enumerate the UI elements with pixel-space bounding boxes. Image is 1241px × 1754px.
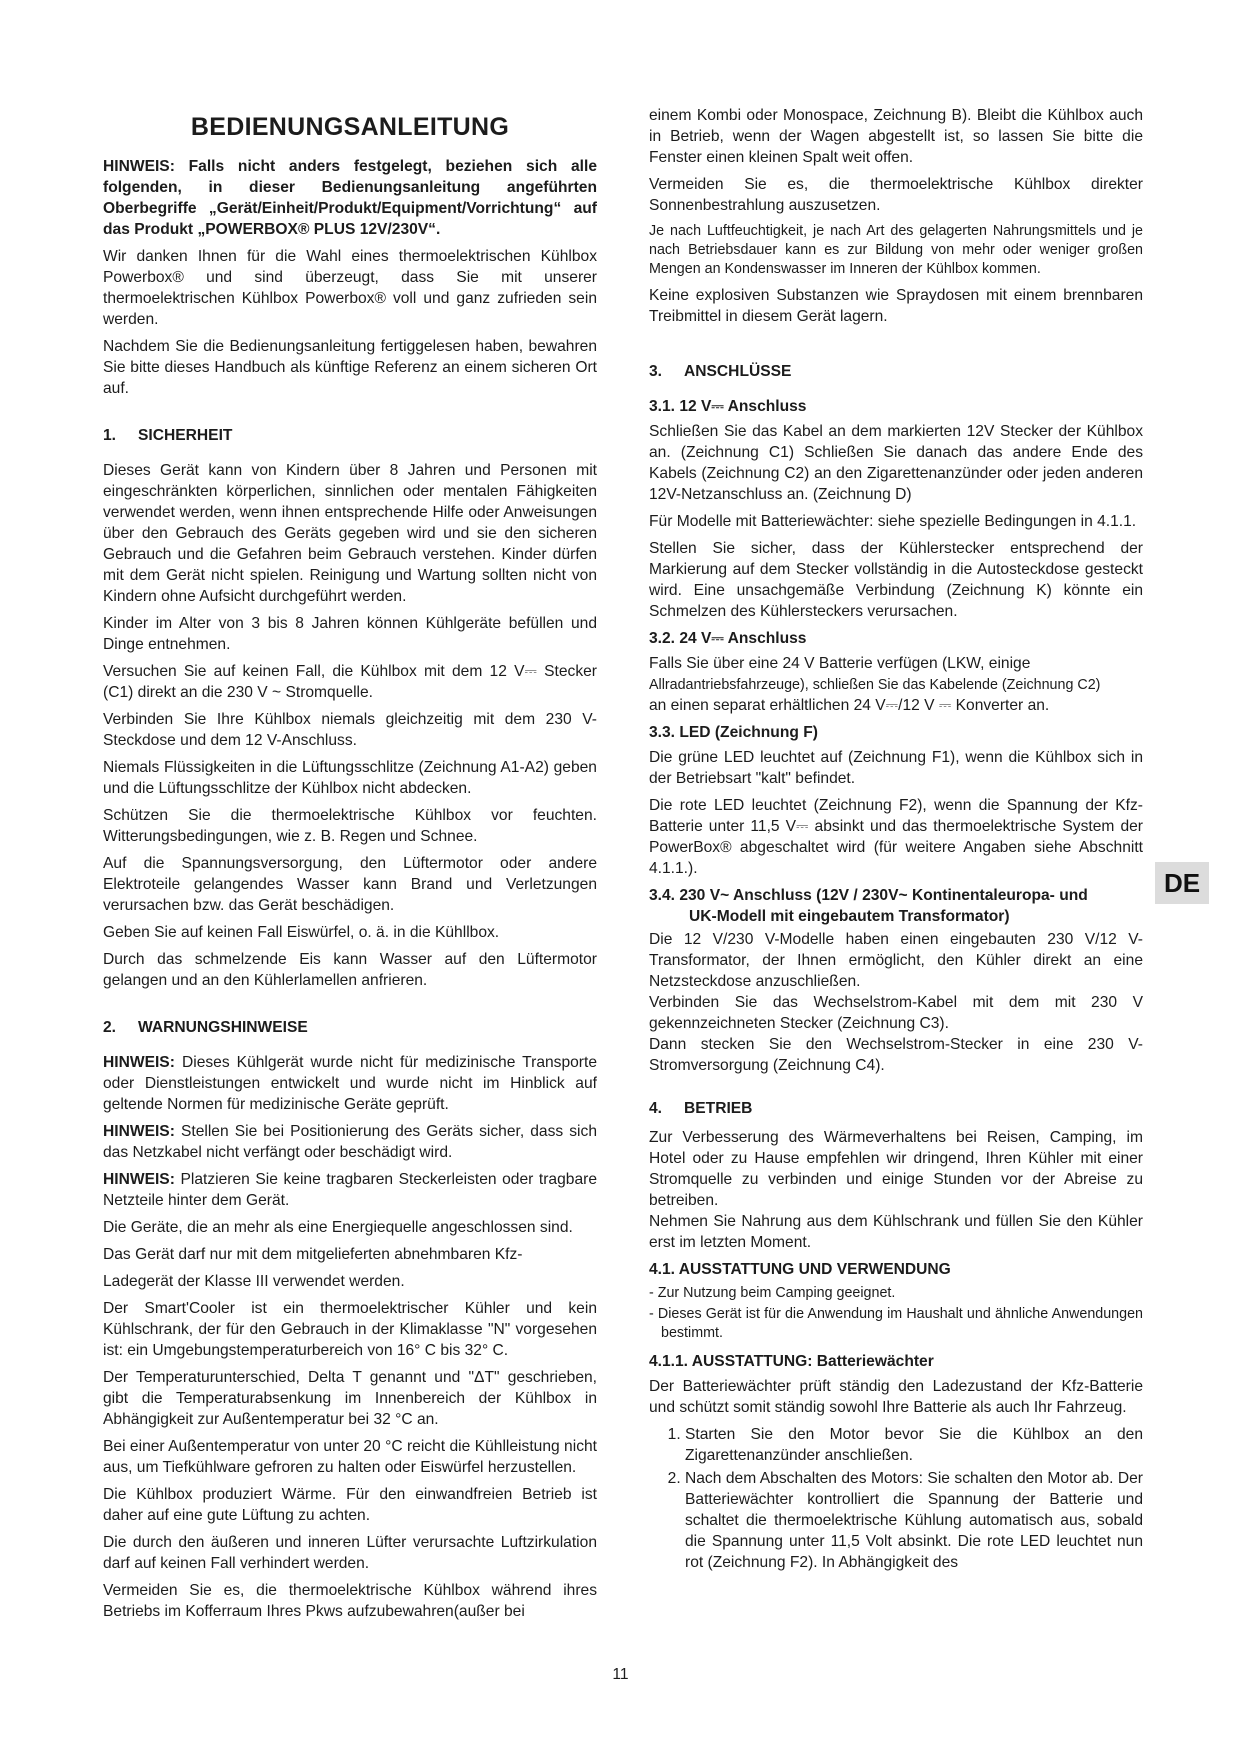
subsection-heading-24v: 3.2. 24 V⎓ Anschluss xyxy=(649,630,807,647)
warning-paragraph: Der Temperaturunterschied, Delta T genannt und "ΔT" geschrieben, gibt die Temperaturabsenkung im Innenbereich der Kühlbox in Abhängigkeit zur Außentemperatur bei 32 °C an. xyxy=(103,1369,597,1428)
section-heading-operation: 4. BETRIEB xyxy=(649,1100,753,1117)
page-title: BEDIENUNGSANLEITUNG xyxy=(190,113,510,141)
warning-paragraph: Das Gerät darf nur mit dem mitgelieferten abnehmbaren Kfz- xyxy=(103,1246,523,1263)
warning-paragraph: Keine explosiven Substanzen wie Spraydosen mit einem brennbaren Treibmittel in diesem Gerät lagern. xyxy=(649,287,1143,325)
connection-paragraph: Dann stecken Sie den Wechselstrom-Stecker in eine 230 V-Stromversorgung (Zeichnung C4). xyxy=(649,1036,1143,1074)
warning-notice: HINWEIS: Dieses Kühlgerät wurde nicht für medizinische Transporte oder Dienstleistungen entwickelt und wurde nicht im Hinblick auf geltende Normen für medizinische Geräte geprüft. xyxy=(103,1054,597,1113)
section-heading-warnings: 2. WARNUNGSHINWEISE xyxy=(103,1019,308,1036)
led-paragraph: Die rote LED leuchtet (Zeichnung F2), wenn die Spannung der Kfz-Batterie unter 11,5 V⎓ absinkt und das thermoelektrische System der PowerBox® abgeschaltet wird (für weitere Angaben siehe Abschnitt 4.1.1.). xyxy=(649,797,1143,877)
warning-notice: HINWEIS: Platzieren Sie keine tragbaren Steckerleisten oder tragbare Netzteile hinter dem Gerät. xyxy=(103,1171,597,1209)
list-item: - Zur Nutzung beim Camping geeignet. xyxy=(649,1285,896,1301)
subsection-heading-230v: 3.4. 230 V~ Anschluss (12V / 230V~ Kontinentaleuropa- und UK-Modell mit eingebautem Transformator) xyxy=(649,887,1088,925)
operation-paragraph: Nehmen Sie Nahrung aus dem Kühlschrank und füllen Sie den Kühler erst im letzten Moment. xyxy=(649,1213,1143,1251)
safety-paragraph: Dieses Gerät kann von Kindern über 8 Jahren und Personen mit eingeschränkten körperlichen, sinnlichen oder mentalen Fähigkeiten verwendet werden, wenn ihnen entsprechende Hilfe oder Anweisungen über den Gebrauch des Geräts gegeben wird und sie den sicheren Gebrauch und die Gefahren beim Gebrauch verstehen. Kinder dürfen mit dem Gerät nicht spielen. Reinigung und Wartung sollten nicht von Kindern ohne Aufsicht durchgeführt werden. xyxy=(103,462,597,605)
safety-paragraph: Auf die Spannungsversorgung, den Lüftermotor oder andere Elektroteile gelangendes Wasser kann Brand und Verletzungen verursachen bzw. das Gerät beschädigen. xyxy=(103,855,597,914)
safety-paragraph: Verbinden Sie Ihre Kühlbox niemals gleichzeitig mit dem 230 V-Steckdose und dem 12 V-Anschluss. xyxy=(103,711,597,749)
warning-paragraph: Die Kühlbox produziert Wärme. Für den einwandfreien Betrieb ist daher auf eine gute Lüftung zu achten. xyxy=(103,1486,597,1524)
subsection-heading-equipment: 4.1. AUSSTATTUNG UND VERWENDUNG xyxy=(649,1261,951,1278)
warning-notice: HINWEIS: Stellen Sie bei Positionierung des Geräts sicher, dass sich das Netzkabel nicht verfängt oder beschädigt wird. xyxy=(103,1123,597,1161)
subsection-heading-battery-guard: 4.1.1. AUSSTATTUNG: Batteriewächter xyxy=(649,1353,934,1370)
connection-paragraph: Die 12 V/230 V-Modelle haben einen eingebauten 230 V/12 V-Transformator, der Ihnen ermöglicht, den Kühler direkt an eine Netzsteckdose anzuschließen. xyxy=(649,931,1143,990)
battery-guard-steps xyxy=(649,1424,1143,1573)
left-column xyxy=(103,105,597,1628)
intro-paragraph: Wir danken Ihnen für die Wahl eines thermoelektrischen Kühlbox Powerbox® und sind überzeugt, dass Sie mit unserer thermoelektrischen Kühlbox Powerbox® voll und ganz zufrieden sein werden. xyxy=(103,248,597,328)
warning-paragraph: Die Geräte, die an mehr als eine Energiequelle angeschlossen sind. xyxy=(103,1219,573,1236)
warning-paragraph: Ladegerät der Klasse III verwendet werden. xyxy=(103,1273,405,1290)
connection-paragraph: Falls Sie über eine 24 V Batterie verfügen (LKW, einige Allradantriebsfahrzeuge), schließen Sie das Kabelende (Zeichnung C2) an einen separat erhältlichen 24 V⎓/12 V ⎓ Konverter an. xyxy=(649,655,1101,714)
safety-paragraph: Versuchen Sie auf keinen Fall, die Kühlbox mit dem 12 V⎓ Stecker (C1) direkt an die 230 V ~ Stromquelle. xyxy=(103,663,597,701)
warning-paragraph: Der Smart'Cooler ist ein thermoelektrischer Kühler und kein Kühlschrank, der für den Gebrauch in der Klimaklasse "N" vorgesehen ist: ein Umgebungstemperaturbereich von 16° C bis 32° C. xyxy=(103,1300,597,1359)
warning-paragraph: Bei einer Außentemperatur von unter 20 °C reicht die Kühlleistung nicht aus, um Tiefkühlware gefroren zu halten oder Eiswürfel herzustellen. xyxy=(103,1438,597,1476)
safety-paragraph: Durch das schmelzende Eis kann Wasser auf den Lüftermotor gelangen und an den Kühlerlamellen anfrieren. xyxy=(103,951,597,989)
safety-paragraph: Kinder im Alter von 3 bis 8 Jahren können Kühlgeräte befüllen und Dinge entnehmen. xyxy=(103,615,597,653)
section-heading-connections: 3. ANSCHLÜSSE xyxy=(649,363,792,380)
safety-paragraph: Schützen Sie die thermoelektrische Kühlbox vor feuchten. Witterungsbedingungen, wie z. B. Regen und Schnee. xyxy=(103,807,597,845)
list-item: 2. Nach dem Abschalten des Motors: Sie schalten den Motor ab. Der Batteriewächter kontrolliert die Spannung der Batterie und schaltet die thermoelektrische Kühlung automatisch aus, sobald die Spannung unter 11,5 Volt absinkt. Die rote LED leuchtet nun rot (Zeichnung F2). In Abhängigkeit des xyxy=(685,1468,1143,1573)
connection-paragraph: Schließen Sie das Kabel an dem markierten 12V Stecker der Kühlbox an. (Zeichnung C1) Schließen Sie danach das andere Ende des Kabels (Zeichnung C2) an den Zigarettenanzünder oder jeden anderen 12V-Netzanschluss an. (Zeichnung D) xyxy=(649,423,1143,503)
right-column xyxy=(649,105,1143,1575)
warning-paragraph: Vermeiden Sie es, die thermoelektrische Kühlbox während ihres Betriebs im Kofferraum Ihres Pkws aufzubewahren(außer bei xyxy=(103,1582,597,1620)
language-tab: DE xyxy=(1155,862,1209,904)
battery-guard-paragraph: Der Batteriewächter prüft ständig den Ladezustand der Kfz-Batterie und schützt somit ständig sowohl Ihre Batterie als auch Ihr Fahrzeug. xyxy=(649,1378,1143,1416)
warning-paragraph: Je nach Luftfeuchtigkeit, je nach Art des gelagerten Nahrungsmittels und je nach Betriebsdauer kann es zur Bildung von mehr oder weniger großen Mengen an Kondenswasser im Inneren der Kühlbox kommen. xyxy=(649,223,1143,277)
subsection-heading-led: 3.3. LED (Zeichnung F) xyxy=(649,724,818,741)
intro-paragraph: Nachdem Sie die Bedienungsanleitung fertiggelesen haben, bewahren Sie bitte dieses Handbuch als künftige Referenz an einem sicheren Ort auf. xyxy=(103,338,597,397)
safety-paragraph: Geben Sie auf keinen Fall Eiswürfel, o. ä. in die Kühllbox. xyxy=(103,924,500,941)
warning-paragraph: Vermeiden Sie es, die thermoelektrische Kühlbox direkter Sonnenbestrahlung auszusetzen. xyxy=(649,176,1143,214)
safety-paragraph: Niemals Flüssigkeiten in die Lüftungsschlitze (Zeichnung A1-A2) geben und die Lüftungsschlitze der Kühlbox nicht abdecken. xyxy=(103,759,597,797)
warning-paragraph: einem Kombi oder Monospace, Zeichnung B). Bleibt die Kühlbox auch in Betrieb, wenn der Wagen abgestellt ist, so lassen Sie bitte die Fenster einen kleinen Spalt weit offen. xyxy=(649,107,1143,166)
connection-paragraph: Verbinden Sie das Wechselstrom-Kabel mit dem mit 230 V gekennzeichneten Stecker (Zeichnung C3). xyxy=(649,994,1143,1032)
list-item: 1. Starten Sie den Motor bevor Sie die Kühlbox an den Zigarettenanzünder anschließen. xyxy=(685,1424,1143,1466)
intro-notice: HINWEIS: Falls nicht anders festgelegt, beziehen sich alle folgenden, in dieser Bedienungsanleitung angeführten Oberbegriffe „Gerät/Einheit/Produkt/Equipment/Vorrichtung“ auf das Produkt „POWERBOX® PLUS 12V/230V“. xyxy=(103,158,597,238)
subsection-heading-12v: 3.1. 12 V⎓ Anschluss xyxy=(649,398,807,415)
led-paragraph: Die grüne LED leuchtet auf (Zeichnung F1), wenn die Kühlbox sich in der Betriebsart "kalt" befindet. xyxy=(649,749,1143,787)
warning-paragraph: Die durch den äußeren und inneren Lüfter verursachte Luftzirkulation darf auf keinen Fall verhindert werden. xyxy=(103,1534,597,1572)
list-item: - Dieses Gerät ist für die Anwendung im Haushalt und ähnliche Anwendungen bestimmt. xyxy=(649,1306,1143,1341)
connection-paragraph: Für Modelle mit Batteriewächter: siehe spezielle Bedingungen in 4.1.1. xyxy=(649,513,1137,530)
connection-paragraph: Stellen Sie sicher, dass der Kühlerstecker entsprechend der Markierung auf dem Stecker vollständig in die Autosteckdose gesteckt wird. Eine unsachgemäße Verbindung (Zeichnung K) könnte ein Schmelzen des Kühlersteckers verursachen. xyxy=(649,540,1143,620)
section-heading-safety: 1. SICHERHEIT xyxy=(103,427,233,444)
operation-paragraph: Zur Verbesserung des Wärmeverhaltens bei Reisen, Camping, im Hotel oder zu Hause empfehlen wir dringend, Ihren Kühler mit einer Stromquelle zu verbinden und einige Stunden vor der Abreise zu betreiben. xyxy=(649,1129,1143,1209)
page-number: 11 xyxy=(612,1666,629,1683)
